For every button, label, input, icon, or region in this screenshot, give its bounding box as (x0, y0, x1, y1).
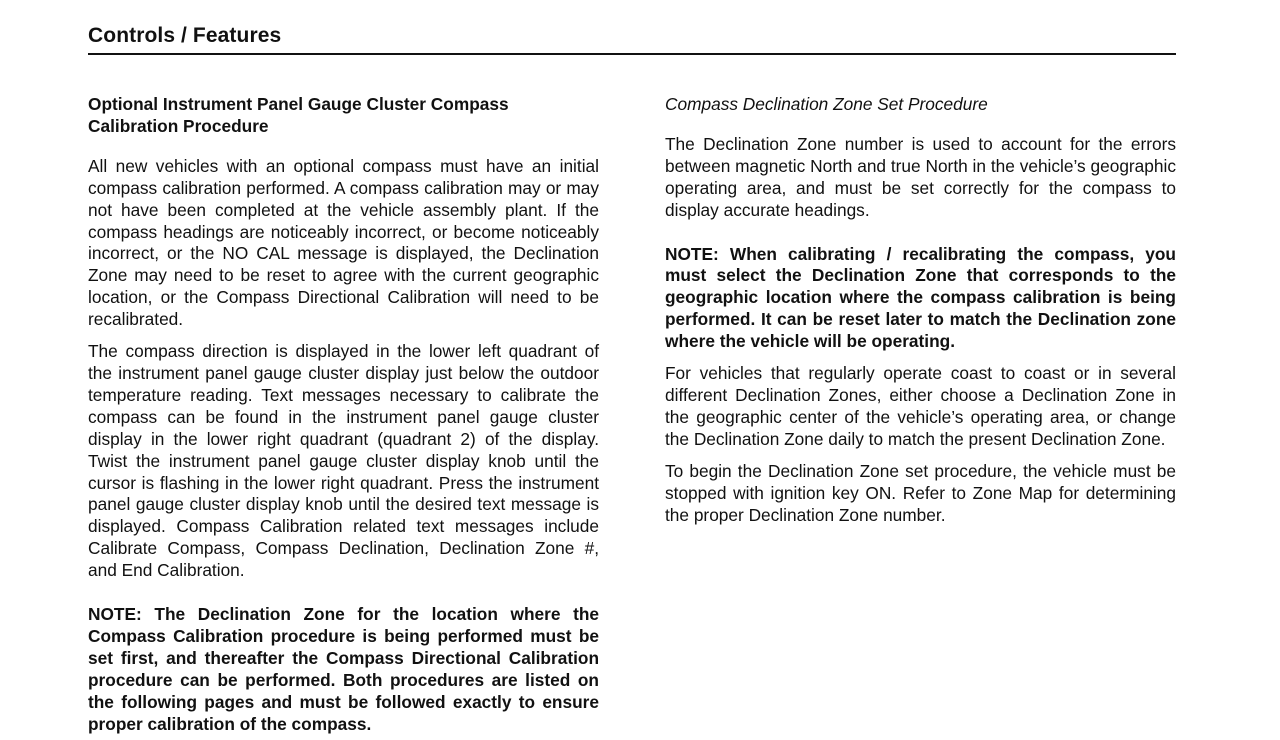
calibration-zone-note: NOTE: When calibrating / recalibrating the compass, you must select the Declination Zone that corresponds to the geographic location where the compass calibration is being performed. It can be reset later to match the Declination zone where the vehicle will be operating. (665, 243, 1176, 352)
multi-zone-paragraph: For vehicles that regularly operate coast to coast or in several different Declination Zones, either choose a Declination Zone in the geographic center of the vehicle’s operating area, or change the Declination Zone daily to match the present Declination Zone. (665, 363, 1176, 449)
right-column (665, 94, 1176, 526)
begin-procedure-paragraph: To begin the Declination Zone set procedure, the vehicle must be stopped with ignition key ON. Refer to Zone Map for determining the proper Declination Zone number. (665, 460, 1176, 525)
declination-zone-paragraph: The Declination Zone number is used to account for the errors between magnetic North and true North in the vehicle’s geographic operating area, and must be set correctly for the compass to display accurate headings. (665, 133, 1176, 220)
header-divider (88, 53, 1176, 55)
intro-paragraph: All new vehicles with an optional compass must have an initial compass calibration performed. A compass calibration may or may not have been completed at the vehicle assembly plant. If the compass headings are noticeably incorrect, or become noticeably incorrect, or the NO CAL message is displayed, the Declination Zone may need to be reset to agree with the current geographic location, or the Compass Directional Calibration will need to be recalibrated. (88, 155, 599, 330)
section-heading: Optional Instrument Panel Gauge Cluster Compass Calibration Procedure (88, 94, 509, 136)
subsection-heading: Compass Declination Zone Set Procedure (665, 94, 988, 114)
declination-order-note: NOTE: The Declination Zone for the location where the Compass Calibration procedure is being performed must be set first, and thereafter the Compass Directional Calibration procedure can be performed. Both procedures are listed on the following pages and must be followed exactly to ensure proper calibration of the compass. (88, 604, 599, 734)
display-instructions-paragraph: The compass direction is displayed in the lower left quadrant of the instrument panel gauge cluster display just below the outdoor temperature reading. Text messages necessary to calibrate the compass can be found in the instrument panel gauge cluster display in the lower right quadrant (quadrant 2) of the display. Twist the instrument panel gauge cluster display knob until the cursor is flashing in the lower right quadrant. Press the instrument panel gauge cluster display knob until the desired text message is displayed. Compass Calibration related text messages include Calibrate Compass, Compass Declination, Declination Zone #, and End Calibration. (88, 341, 599, 581)
page-title: Controls / Features (88, 24, 282, 47)
left-column (88, 94, 599, 735)
